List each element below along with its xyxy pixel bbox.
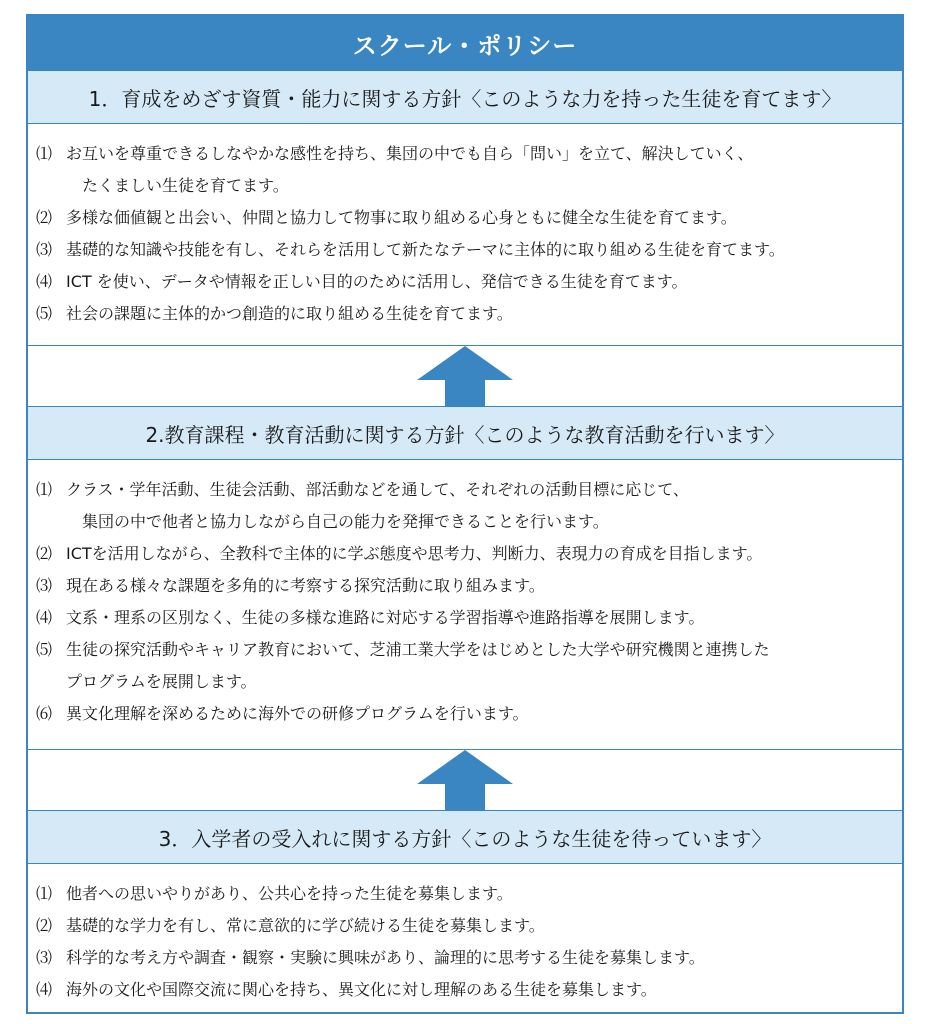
list-item: ⑶ 基礎的な知識や技能を有し、それらを活用して新たなテーマに主体的に取り組める生徒を育てます。 (36, 240, 785, 259)
section-3-body (28, 864, 902, 1012)
list-item: ⑵ 基礎的な学力を有し、常に意欲的に学び続ける生徒を募集します。 (36, 916, 545, 935)
policy-frame (26, 14, 904, 1014)
list-item: ⑶ 現在ある様々な課題を多角的に考察する探究活動に取り組みます。 (36, 576, 545, 595)
up-arrow-icon (417, 750, 513, 812)
list-item: ⑵ 多様な価値観と出会い、仲間と協力して物事に取り組める心身ともに健全な生徒を育てます。 (36, 208, 737, 227)
up-arrow-icon (417, 346, 513, 408)
list-item: ⑷ 文系・理系の区別なく、生徒の多様な進路に対応する学習指導や進路指導を展開します。 (36, 608, 705, 627)
section-2-heading: 2.教育課程・教育活動に関する方針〈このような教育活動を行います〉 (28, 406, 902, 460)
list-item: ⑵ ICTを活用しながら、全教科で主体的に学ぶ態度や思考力、判断力、表現力の育成を目指します。 (36, 544, 763, 563)
section-2-body (28, 460, 902, 750)
list-item: ⑴ お互いを尊重できるしなやかな感性を持ち、集団の中でも自ら「問い」を立て、解決していく、 たくましい生徒を育てます。 (36, 144, 754, 195)
section-1-heading: 1．育成をめざす資質・能力に関する方針〈このような力を持った生徒を育てます〉 (28, 70, 902, 124)
section-1-body (28, 124, 902, 346)
list-item: ⑷ ICT を使い、データや情報を正しい目的のために活用し、発信できる生徒を育てます。 (36, 272, 688, 291)
list-item: ⑴ クラス・学年活動、生徒会活動、部活動などを通して、それぞれの活動目標に応じて、 集団の中で他者と協力しながら自己の能力を発揮できることを行います。 (36, 480, 689, 531)
list-item: ⑸ 社会の課題に主体的かつ創造的に取り組める生徒を育てます。 (36, 304, 513, 323)
list-item: ⑸ 生徒の探究活動やキャリア教育において、芝浦工業大学をはじめとした大学や研究機関と連携した プログラムを展開します。 (36, 640, 770, 691)
section-3-heading: 3．入学者の受入れに関する方針〈このような生徒を待っています〉 (28, 810, 902, 864)
list-item: ⑷ 海外の文化や国際交流に関心を持ち、異文化に対し理解のある生徒を募集します。 (36, 980, 657, 999)
list-item: ⑹ 異文化理解を深めるために海外での研修プログラムを行います。 (36, 704, 529, 723)
list-item: ⑴ 他者への思いやりがあり、公共心を持った生徒を募集します。 (36, 884, 513, 903)
list-item: ⑶ 科学的な考え方や調査・観察・実験に興味があり、論理的に思考する生徒を募集します。 (36, 948, 705, 967)
page-title: スクール・ポリシー (28, 16, 902, 70)
